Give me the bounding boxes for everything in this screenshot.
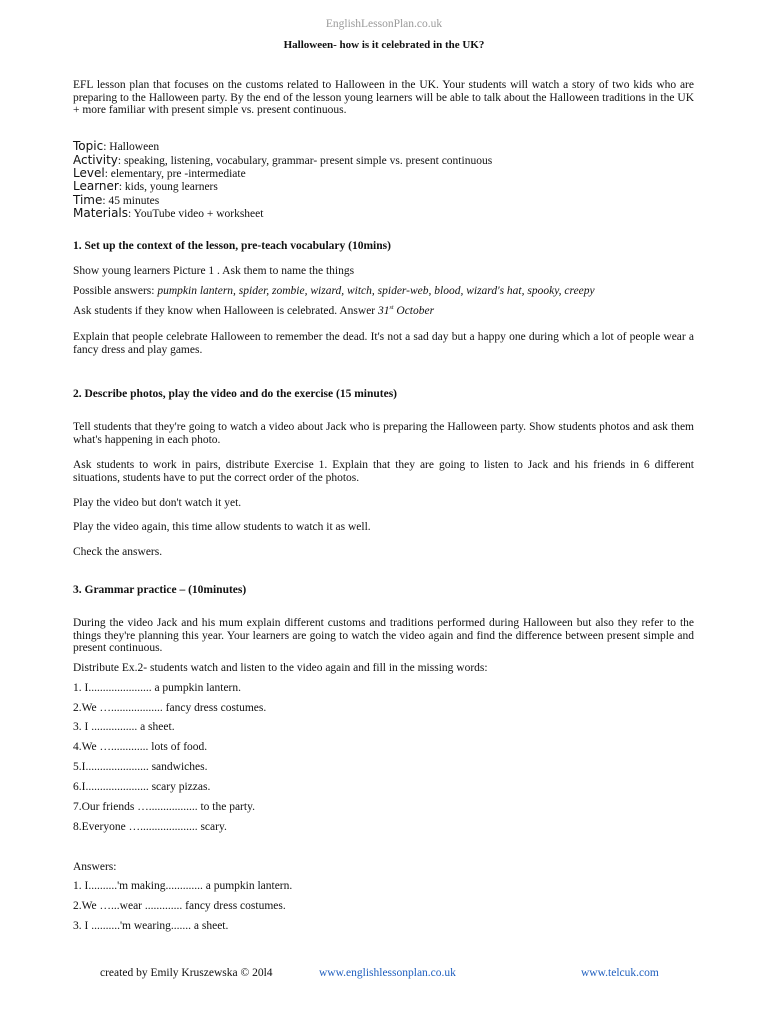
- answer-item: 1. I..........'m making............. a pumpkin lantern.: [73, 880, 293, 892]
- answer-sup: st: [389, 305, 394, 312]
- answer-item: 2.We …...wear ............. fancy dress costumes.: [73, 900, 286, 912]
- meta-label: Learner: [73, 179, 119, 193]
- section-3-heading: 3. Grammar practice – (10minutes): [73, 584, 247, 596]
- exercise-item: 3. I ................ a sheet.: [73, 721, 175, 733]
- meta-value: : speaking, listening, vocabulary, grammar- present simple vs. present continuous: [117, 155, 493, 167]
- answer-day: 31: [378, 305, 390, 317]
- exercise-item: 2.We ….................. fancy dress costumes.: [73, 702, 267, 714]
- section-2-paragraph-5: Check the answers.: [73, 546, 163, 558]
- footer-link-englishlessonplan[interactable]: www.englishlessonplan.co.uk: [319, 967, 456, 979]
- intro-paragraph: EFL lesson plan that focuses on the customs related to Halloween in the UK. Your students will watch a story of two kids who are preparing to the Halloween party. By the end of the lesson young learners will be able to talk about the Halloween traditions in the UK + more familiar with present simple vs. present continuous.: [73, 79, 694, 116]
- section-2-paragraph-3: Play the video but don't watch it yet.: [73, 497, 242, 509]
- possible-answers-list: pumpkin lantern, spider, zombie, wizard, witch, spider-web, blood, wizard's hat, spooky, creepy: [157, 285, 595, 297]
- exercise-item: 5.I...................... sandwiches.: [73, 761, 208, 773]
- meta-label: Activity: [73, 153, 118, 167]
- meta-label: Materials: [73, 206, 129, 220]
- section-1-explain: Explain that people celebrate Halloween to remember the dead. It's not a sad day but a happy one during which a lot of people wear a fancy dress and play games.: [73, 331, 694, 356]
- meta-value: : Halloween: [103, 141, 160, 153]
- answer-date: [378, 305, 434, 317]
- section-3-paragraph-1: During the video Jack and his mum explain different customs and traditions performed during Halloween but also they refer to the things they're planning this year. Your learners are going to watch the video again and find the difference between present simple and present continuous.: [73, 617, 694, 654]
- section-1-ask: [73, 305, 434, 317]
- meta-materials: [73, 207, 263, 222]
- section-2-paragraph-2: Ask students to work in pairs, distribute Exercise 1. Explain that they are going to listen to Jack and his friends in 6 different situations, students have to put the correct order of the photos.: [73, 459, 694, 484]
- site-header: EnglishLessonPlan.co.uk: [325, 18, 443, 30]
- exercise-item: 4.We …............. lots of food.: [73, 741, 208, 753]
- section-1-possible-answers: [73, 285, 595, 297]
- meta-value: : kids, young learners: [118, 181, 218, 193]
- section-3-distribute: Distribute Ex.2- students watch and listen to the video again and fill in the missing words:: [73, 662, 488, 674]
- document-title: Halloween- how is it celebrated in the UK?: [283, 39, 485, 51]
- meta-label: Time: [73, 193, 103, 207]
- exercise-item: 8.Everyone ….................... scary.: [73, 821, 227, 833]
- meta-value: : elementary, pre -intermediate: [104, 168, 246, 180]
- exercise-item: 1. I...................... a pumpkin lantern.: [73, 682, 242, 694]
- footer-link-telcuk[interactable]: www.telcuk.com: [581, 967, 659, 979]
- answer-item: 3. I ..........'m wearing....... a sheet.: [73, 920, 229, 932]
- answer-month: October: [393, 305, 435, 317]
- meta-label: Level: [73, 166, 105, 180]
- section-2-paragraph-1: Tell students that they're going to watch a video about Jack who is preparing the Halloween party. Show students photos and ask them what's happening in each photo.: [73, 421, 694, 446]
- possible-answers-prefix: Possible answers:: [73, 285, 158, 297]
- exercise-item: 6.I...................... scary pizzas.: [73, 781, 211, 793]
- ask-prefix: Ask students if they know when Halloween is celebrated. Answer: [73, 305, 378, 317]
- section-2-heading: 2. Describe photos, play the video and do the exercise (15 minutes): [73, 388, 398, 400]
- footer-credit: created by Emily Kruszewska © 20l4: [100, 967, 273, 979]
- answers-label: Answers:: [73, 861, 117, 873]
- meta-label: Topic: [73, 139, 104, 153]
- section-2-paragraph-4: Play the video again, this time allow students to watch it as well.: [73, 521, 371, 533]
- exercise-item: 7.Our friends …................. to the party.: [73, 801, 255, 813]
- meta-value: : YouTube video + worksheet: [128, 208, 264, 220]
- meta-value: : 45 minutes: [102, 195, 160, 207]
- section-1-show: Show young learners Picture 1 . Ask them to name the things: [73, 265, 355, 277]
- section-1-heading: 1. Set up the context of the lesson, pre-teach vocabulary (10mins): [73, 240, 391, 252]
